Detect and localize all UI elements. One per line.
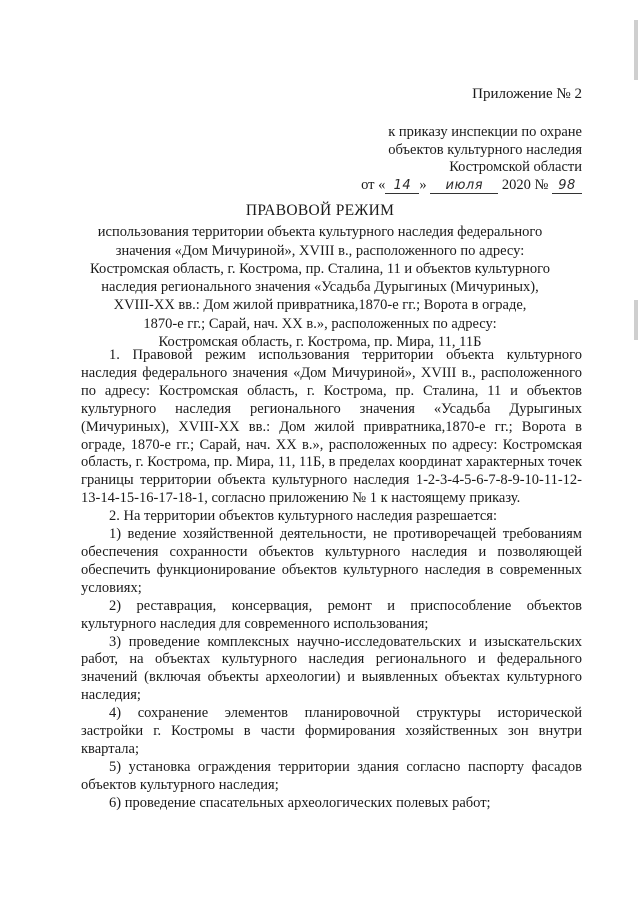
document-body (81, 347, 582, 813)
scan-edge-mark (634, 20, 638, 80)
list-item: 3) проведение комплексных научно-исследовательских и изыскательских работ, на объектах культурного наследия регионального и федерального значений (включая объекты археологии) и выявленных объектах культурного наследия; (81, 633, 582, 704)
order-line: объектов культурного наследия (388, 141, 582, 158)
paragraph-2: 2. На территории объектов культурного наследия разрешается: (109, 508, 497, 525)
paragraph-1: 1. Правовой режим использования территории объекта культурного наследия федерального значения «Дом Мичуриной», XVIII в., расположенного по адресу: Костромская область, г. Кострома, пр. Сталина, 11 и объектов культурного наследия регионального значения «Усадьба Дурыгиных (Мичуриных), XVIII-XX вв.: Дом жилой привратника,1870-е гг.; Ворота в ограде, 1870-е гг.; Сарай, нач. XX в.», расположенных по адресу: Костромская область, г. Кострома, пр. Мира, 11, 11Б, в пределах координат характерных точек границы территории объекта культурного наследия 1-2-3-4-5-6-7-8-9-10-11-12-13-14-15-16-17-18-1, согласно приложению № 1 к настоящему приказу. (81, 347, 582, 507)
list-item: 6) проведение спасательных археологических полевых работ; (109, 794, 491, 811)
order-line: Костромской области (449, 159, 582, 175)
document-title-block (60, 202, 580, 351)
date-day-handwritten: 14 (385, 179, 419, 194)
list-item: 5) установка ограждения территории здания согласно паспорту фасадов объектов культурного наследия; (81, 758, 582, 793)
date-prefix: от « (361, 176, 386, 193)
title-line: Костромская область, г. Кострома, пр. Сталина, 11 и объектов культурного (90, 260, 550, 277)
title-line: наследия регионального значения «Усадьба Дурыгиных (Мичуриных), (101, 279, 539, 296)
title-line: Костромская область, г. Кострома, пр. Мира, 11, 11Б (158, 334, 482, 351)
order-line: к приказу инспекции по охране (388, 124, 582, 140)
list-item: 2) реставрация, консервация, ремонт и приспособление объектов культурного наследия для современного использования; (81, 597, 582, 632)
order-number-handwritten: 98 (552, 179, 582, 194)
title-line: XVIII-XX вв.: Дом жилой привратника,1870-е гг.; Ворота в ограде, (113, 297, 527, 314)
scan-edge-mark (634, 300, 638, 340)
appendix-number: Приложение № 2 (472, 86, 582, 102)
title-line: значения «Дом Мичуриной», XVIII в., расположенного по адресу: (115, 242, 525, 259)
list-item: 4) сохранение элементов планировочной структуры исторической застройки г. Костромы в части формирования хозяйственных зон внутри квартала; (81, 705, 582, 757)
date-month-handwritten: июля (430, 179, 498, 194)
list-item: 1) ведение хозяйственной деятельности, не противоречащей требованиям обеспечения сохранности объектов культурного наследия и позволяющей обеспечить функционирование объектов культурного наследия в современных условиях; (81, 526, 582, 596)
document-title: ПРАВОВОЙ РЕЖИМ (245, 202, 395, 219)
order-date-line (361, 177, 582, 195)
order-reference (361, 124, 582, 194)
title-line: 1870-е гг.; Сарай, нач. XX в.», расположенных по адресу: (143, 315, 497, 332)
date-year: 2020 № (501, 176, 549, 193)
title-line: использования территории объекта культурного наследия федерального (97, 224, 543, 241)
date-mid: » (419, 176, 427, 193)
